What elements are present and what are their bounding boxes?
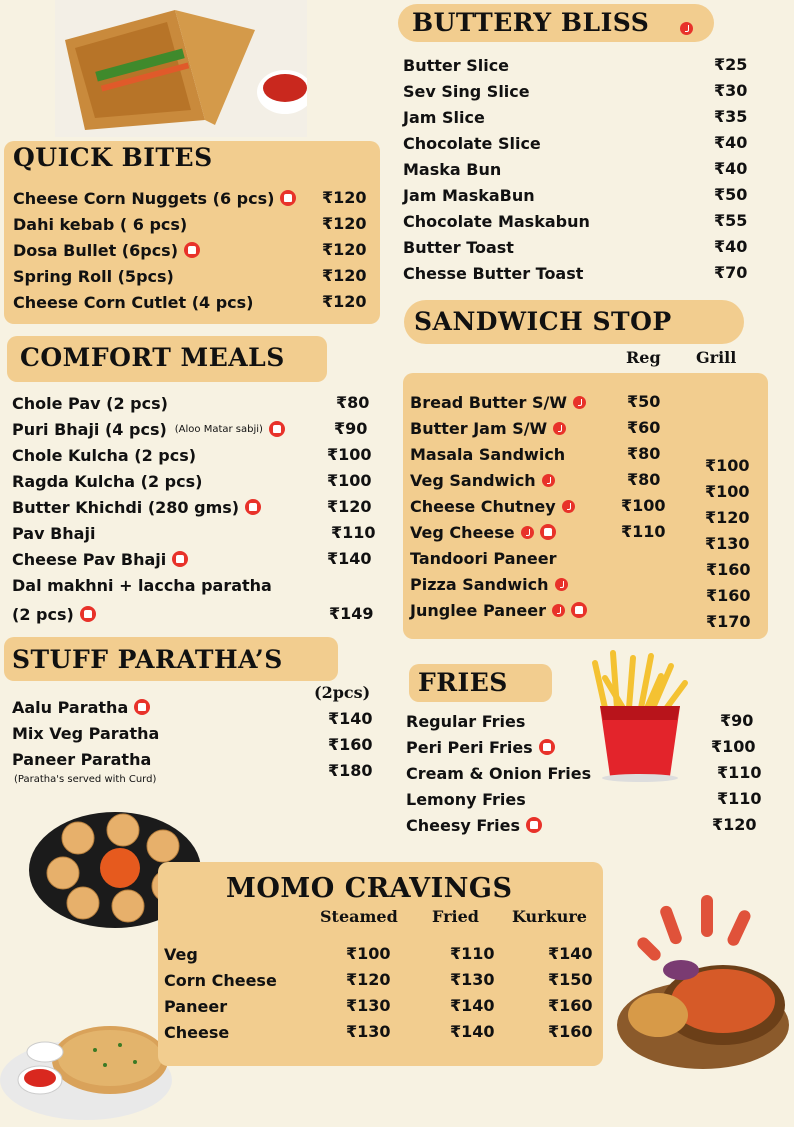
jain-check-icon bbox=[553, 422, 566, 435]
menu-item-name-wrap bbox=[12, 394, 322, 413]
menu-item bbox=[12, 573, 322, 597]
menu-item-price: ₹140 bbox=[327, 549, 372, 568]
menu-item-price: ₹120 bbox=[322, 214, 367, 233]
menu-item-price: ₹100 bbox=[327, 471, 372, 490]
momo-col-fried: Fried bbox=[432, 907, 479, 926]
menu-item bbox=[13, 186, 313, 210]
menu-item-price: ₹120 bbox=[327, 497, 372, 516]
menu-item-name: Cheese Pav Bhaji bbox=[12, 549, 167, 569]
menu-item-price: ₹120 bbox=[712, 815, 757, 834]
menu-item bbox=[13, 212, 313, 236]
menu-item-name: Jam MaskaBun bbox=[403, 185, 535, 205]
menu-item-name: Dosa Bullet (6pcs) bbox=[13, 240, 179, 260]
menu-item-name: Paneer Paratha bbox=[12, 749, 152, 769]
menu-item-name-wrap bbox=[410, 523, 620, 542]
menu-item-name: Chesse Butter Toast bbox=[403, 263, 584, 283]
menu-item-grill: ₹130 bbox=[705, 534, 750, 553]
menu-item-note: (Aloo Matar sabji) bbox=[174, 423, 263, 435]
menu-item-name-wrap bbox=[13, 189, 313, 208]
menu-item bbox=[410, 390, 620, 414]
menu-item-price: ₹160 bbox=[328, 735, 373, 754]
menu-item-name: Corn Cheese bbox=[164, 970, 277, 990]
menu-item bbox=[13, 264, 313, 288]
buttery-bliss-title: BUTTERY BLISS bbox=[412, 8, 650, 37]
menu-item bbox=[403, 235, 703, 259]
menu-item-name: Cheese Corn Cutlet (4 pcs) bbox=[13, 292, 254, 312]
menu-item-name-wrap bbox=[12, 698, 312, 717]
menu-item-name: Maska Bun bbox=[403, 159, 502, 179]
menu-item-price: ₹40 bbox=[714, 237, 748, 256]
menu-item-price: ₹149 bbox=[329, 604, 374, 623]
menu-item-name-wrap bbox=[410, 471, 620, 490]
menu-item-name: Paneer bbox=[164, 996, 228, 1016]
menu-item bbox=[410, 546, 620, 570]
menu-item-grill: ₹100 bbox=[705, 456, 750, 475]
menu-item-name-wrap bbox=[406, 738, 606, 757]
menu-item-kurkure: ₹150 bbox=[548, 970, 593, 989]
menu-item-name-wrap bbox=[403, 134, 703, 153]
menu-item-price: ₹110 bbox=[717, 763, 762, 782]
menu-item-name-wrap bbox=[410, 575, 620, 594]
menu-item-price: ₹40 bbox=[714, 133, 748, 152]
menu-item-name: Peri Peri Fries bbox=[406, 737, 533, 757]
menu-item-name-wrap bbox=[13, 215, 313, 234]
menu-item-name-wrap bbox=[12, 605, 322, 624]
menu-item-name: Butter Khichdi (280 gms) bbox=[12, 497, 240, 517]
stuff-paratha-title: STUFF PARATHA’S bbox=[12, 645, 283, 674]
menu-item-name: Tandoori Paneer bbox=[410, 548, 557, 568]
momo-title: MOMO CRAVINGS bbox=[226, 873, 513, 904]
menu-item-name-wrap bbox=[410, 393, 620, 412]
menu-item-steamed: ₹130 bbox=[346, 1022, 391, 1041]
menu-item-price: ₹120 bbox=[322, 188, 367, 207]
menu-item-price: ₹55 bbox=[714, 211, 748, 230]
menu-item-name-wrap bbox=[13, 241, 313, 260]
menu-item-name: Junglee Paneer bbox=[410, 600, 547, 620]
menu-item-reg: ₹110 bbox=[621, 522, 666, 541]
menu-item bbox=[406, 709, 606, 733]
paratha-image bbox=[0, 1000, 172, 1123]
menu-item bbox=[410, 598, 620, 622]
menu-item-name-wrap bbox=[164, 971, 324, 990]
menu-item-price: ₹40 bbox=[714, 159, 748, 178]
menu-item-name: (2 pcs) bbox=[12, 604, 74, 624]
sandwich-col-grill: Grill bbox=[696, 348, 737, 367]
menu-item bbox=[403, 183, 703, 207]
menu-item-name-wrap bbox=[410, 419, 620, 438]
menu-item-name: Regular Fries bbox=[406, 711, 526, 731]
menu-item-kurkure: ₹160 bbox=[548, 996, 593, 1015]
menu-item bbox=[403, 105, 703, 129]
menu-item-name: Cheese Chutney bbox=[410, 496, 556, 516]
jain-check-icon bbox=[521, 526, 534, 539]
menu-item bbox=[410, 468, 620, 492]
menu-item bbox=[403, 157, 703, 181]
menu-item bbox=[12, 602, 322, 626]
menu-item bbox=[12, 469, 322, 493]
menu-item-name-wrap bbox=[403, 238, 703, 257]
comfort-meals-title: COMFORT MEALS bbox=[20, 343, 285, 372]
menu-item bbox=[406, 787, 606, 811]
menu-item-name: Chocolate Slice bbox=[403, 133, 541, 153]
menu-item-steamed: ₹100 bbox=[346, 944, 391, 963]
menu-item-name: Butter Slice bbox=[403, 55, 510, 75]
thumbs-up-icon bbox=[526, 817, 542, 833]
menu-item-name-wrap bbox=[403, 186, 703, 205]
menu-item-fried: ₹140 bbox=[450, 996, 495, 1015]
momo-col-steamed: Steamed bbox=[320, 907, 398, 926]
menu-item bbox=[410, 416, 620, 440]
menu-item-name: Cheese Corn Nuggets (6 pcs) bbox=[13, 188, 275, 208]
menu-item bbox=[406, 735, 606, 759]
menu-item-name-wrap bbox=[406, 764, 606, 783]
menu-item-name: Chole Pav (2 pcs) bbox=[12, 393, 168, 413]
menu-item-name-wrap bbox=[403, 264, 703, 283]
jain-check-icon bbox=[562, 500, 575, 513]
menu-item-price: ₹110 bbox=[331, 523, 376, 542]
menu-item bbox=[12, 521, 322, 545]
menu-item bbox=[12, 391, 322, 415]
menu-item bbox=[403, 53, 703, 77]
menu-item bbox=[406, 761, 606, 785]
jain-check-icon bbox=[573, 396, 586, 409]
menu-item-price: ₹70 bbox=[714, 263, 748, 282]
menu-item-name-wrap bbox=[406, 712, 606, 731]
menu-item-name-wrap bbox=[406, 816, 606, 835]
menu-item bbox=[12, 443, 322, 467]
jain-check-icon bbox=[680, 22, 693, 35]
menu-item-price: ₹140 bbox=[328, 709, 373, 728]
quick-bites-title: QUICK BITES bbox=[13, 143, 213, 172]
menu-item bbox=[13, 290, 313, 314]
menu-item-name-wrap bbox=[164, 997, 324, 1016]
menu-item-name: Cheesy Fries bbox=[406, 815, 521, 835]
menu-item-name: Lemony Fries bbox=[406, 789, 526, 809]
menu-item-fried: ₹140 bbox=[450, 1022, 495, 1041]
menu-item-reg: ₹50 bbox=[627, 392, 661, 411]
menu-item-kurkure: ₹140 bbox=[548, 944, 593, 963]
menu-item-fried: ₹130 bbox=[450, 970, 495, 989]
menu-item-price: ₹120 bbox=[322, 240, 367, 259]
momo-col-kurkure: Kurkure bbox=[512, 907, 587, 926]
menu-item-fried: ₹110 bbox=[450, 944, 495, 963]
menu-item bbox=[164, 994, 324, 1018]
menu-item-name-wrap bbox=[403, 212, 703, 231]
menu-item bbox=[12, 695, 312, 719]
menu-item-name-wrap bbox=[410, 601, 620, 620]
menu-item-name-wrap bbox=[403, 56, 703, 75]
menu-item-name-wrap bbox=[13, 267, 313, 286]
menu-item-name-wrap bbox=[12, 750, 312, 769]
menu-item-name-wrap bbox=[12, 524, 322, 543]
menu-item-name-wrap bbox=[406, 790, 606, 809]
menu-item-name-wrap bbox=[12, 446, 322, 465]
menu-item bbox=[164, 1020, 324, 1044]
menu-item-price: ₹120 bbox=[322, 292, 367, 311]
sandwich-image bbox=[55, 0, 307, 137]
menu-item-grill: ₹100 bbox=[705, 482, 750, 501]
menu-item-name-wrap bbox=[12, 498, 322, 517]
menu-item-name: Spring Roll (5pcs) bbox=[13, 266, 174, 286]
menu-item-reg: ₹100 bbox=[621, 496, 666, 515]
menu-item-price: ₹110 bbox=[717, 789, 762, 808]
fries-title: FRIES bbox=[418, 668, 508, 697]
menu-item-price: ₹120 bbox=[322, 266, 367, 285]
sandwich-stop-title: SANDWICH STOP bbox=[414, 307, 672, 336]
menu-item-name: Butter Toast bbox=[403, 237, 514, 257]
menu-item-name-wrap bbox=[12, 420, 322, 439]
menu-item-steamed: ₹120 bbox=[346, 970, 391, 989]
menu-item-name: Dal makhni + laccha paratha bbox=[12, 575, 272, 595]
menu-item-name: Butter Jam S/W bbox=[410, 418, 548, 438]
menu-item-name-wrap bbox=[410, 445, 620, 464]
thumbs-up-icon bbox=[184, 242, 200, 258]
jain-check-icon bbox=[555, 578, 568, 591]
menu-item-name-wrap bbox=[12, 472, 322, 491]
menu-item bbox=[13, 238, 313, 262]
menu-item-name: Pav Bhaji bbox=[12, 523, 96, 543]
menu-item-name-wrap bbox=[410, 497, 620, 516]
menu-item-price: ₹100 bbox=[327, 445, 372, 464]
menu-item-grill: ₹170 bbox=[706, 612, 751, 631]
menu-item-kurkure: ₹160 bbox=[548, 1022, 593, 1041]
menu-item-grill: ₹160 bbox=[706, 586, 751, 605]
menu-item-price: ₹90 bbox=[334, 419, 368, 438]
menu-item-name: Bread Butter S/W bbox=[410, 392, 567, 412]
jain-check-icon bbox=[542, 474, 555, 487]
menu-item-name: Mix Veg Paratha bbox=[12, 723, 160, 743]
menu-item bbox=[403, 79, 703, 103]
menu-item-price: ₹100 bbox=[711, 737, 756, 756]
menu-item-name-wrap bbox=[403, 82, 703, 101]
menu-item bbox=[410, 442, 620, 466]
menu-item-name: Veg Cheese bbox=[410, 522, 515, 542]
thumbs-up-icon bbox=[280, 190, 296, 206]
menu-item bbox=[403, 209, 703, 233]
menu-item-price: ₹90 bbox=[720, 711, 754, 730]
menu-item-name: Pizza Sandwich bbox=[410, 574, 549, 594]
menu-item bbox=[12, 417, 322, 441]
menu-item-price: ₹80 bbox=[336, 393, 370, 412]
menu-item-name-wrap bbox=[12, 550, 322, 569]
menu-item-grill: ₹120 bbox=[705, 508, 750, 527]
sandwich-col-reg: Reg bbox=[626, 348, 661, 367]
menu-item-name: Aalu Paratha bbox=[12, 697, 129, 717]
jain-check-icon bbox=[552, 604, 565, 617]
menu-item-name-wrap bbox=[12, 576, 322, 595]
menu-item-name: Veg bbox=[164, 944, 198, 964]
menu-item bbox=[410, 520, 620, 544]
menu-item-name: Dahi kebab ( 6 pcs) bbox=[13, 214, 188, 234]
menu-item bbox=[403, 131, 703, 155]
menu-item-name: Jam Slice bbox=[403, 107, 485, 127]
menu-item bbox=[12, 721, 312, 745]
menu-item bbox=[406, 813, 606, 837]
menu-item bbox=[12, 495, 322, 519]
menu-item bbox=[164, 942, 324, 966]
menu-item-price: ₹180 bbox=[328, 761, 373, 780]
menu-item-name: Cream & Onion Fries bbox=[406, 763, 592, 783]
menu-item-name: Puri Bhaji (4 pcs) bbox=[12, 419, 167, 439]
pav-bhaji-image bbox=[603, 895, 790, 1073]
menu-item-reg: ₹80 bbox=[627, 470, 661, 489]
thumbs-up-icon bbox=[571, 602, 587, 618]
menu-item bbox=[410, 494, 620, 518]
menu-item-name-wrap bbox=[164, 1023, 324, 1042]
menu-item bbox=[403, 261, 703, 285]
thumbs-up-icon bbox=[245, 499, 261, 515]
menu-item bbox=[12, 747, 312, 771]
paratha-unit-label: (2pcs) bbox=[314, 683, 371, 702]
menu-item-steamed: ₹130 bbox=[346, 996, 391, 1015]
menu-item-reg: ₹60 bbox=[627, 418, 661, 437]
menu-item-name: Chocolate Maskabun bbox=[403, 211, 590, 231]
thumbs-up-icon bbox=[172, 551, 188, 567]
menu-item-name-wrap bbox=[410, 549, 620, 568]
menu-item-price: ₹30 bbox=[714, 81, 748, 100]
thumbs-up-icon bbox=[539, 739, 555, 755]
paratha-footnote: (Paratha's served with Curd) bbox=[14, 774, 157, 785]
thumbs-up-icon bbox=[80, 606, 96, 622]
menu-item-name: Veg Sandwich bbox=[410, 470, 536, 490]
thumbs-up-icon bbox=[269, 421, 285, 437]
menu-item-name-wrap bbox=[403, 108, 703, 127]
menu-item-name: Sev Sing Slice bbox=[403, 81, 530, 101]
thumbs-up-icon bbox=[134, 699, 150, 715]
menu-item-name: Masala Sandwich bbox=[410, 444, 566, 464]
menu-item bbox=[164, 968, 324, 992]
menu-item-grill: ₹160 bbox=[706, 560, 751, 579]
menu-item-name-wrap bbox=[164, 945, 324, 964]
menu-item-name: Cheese bbox=[164, 1022, 230, 1042]
menu-item-price: ₹35 bbox=[714, 107, 748, 126]
menu-item bbox=[410, 572, 620, 596]
menu-item-name: Chole Kulcha (2 pcs) bbox=[12, 445, 197, 465]
menu-item-name-wrap bbox=[12, 724, 312, 743]
menu-item bbox=[12, 547, 322, 571]
menu-item-price: ₹50 bbox=[714, 185, 748, 204]
menu-item-name-wrap bbox=[13, 293, 313, 312]
menu-item-reg: ₹80 bbox=[627, 444, 661, 463]
thumbs-up-icon bbox=[540, 524, 556, 540]
menu-item-price: ₹25 bbox=[714, 55, 748, 74]
menu-item-name-wrap bbox=[403, 160, 703, 179]
menu-item-name: Ragda Kulcha (2 pcs) bbox=[12, 471, 203, 491]
